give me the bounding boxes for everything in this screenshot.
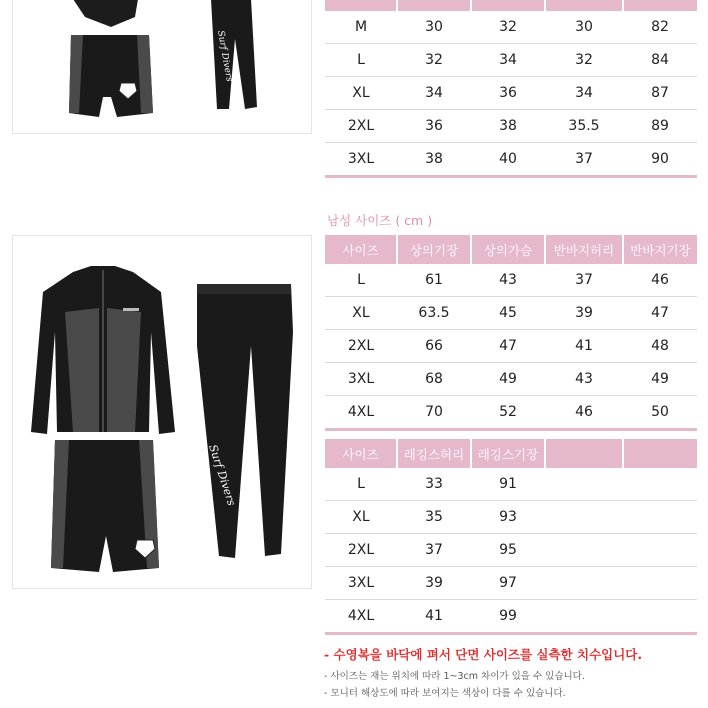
table-header-row xyxy=(325,0,697,11)
table-row: XL 35 93 xyxy=(325,501,697,534)
table-row: 2XL 66 47 41 48 xyxy=(325,330,697,363)
men-product-photo xyxy=(12,235,312,589)
table-row: 3XL 39 97 xyxy=(325,567,697,600)
table-row: 3XL 68 49 43 49 xyxy=(325,363,697,396)
table-row: 3XL 38 40 37 90 xyxy=(325,143,697,177)
women-legging-print: Surf Divers xyxy=(215,29,234,83)
color-note: - 모니터 해상도에 따라 보여지는 색상이 다를 수 있습니다. xyxy=(324,688,566,699)
men-size-title: 남성 사이즈 ( cm ) xyxy=(327,213,433,228)
table-header-row: 사이즈 래깅스허리 래깅스기장 xyxy=(325,439,697,468)
table-row: L 33 91 xyxy=(325,468,697,501)
women-size-table xyxy=(325,0,697,178)
table-row: XL 63.5 45 39 47 xyxy=(325,297,697,330)
size-notes xyxy=(324,645,708,702)
table-header-row: 사이즈 상의기장 상의가슴 반바지허리 반바지기장 xyxy=(325,235,697,264)
table-row: L 61 43 37 46 xyxy=(325,264,697,297)
measurement-note: - 수영복을 바닥에 펴서 단면 사이즈를 실측한 치수입니다. xyxy=(324,647,643,662)
table-row: XL 34 36 34 87 xyxy=(325,77,697,110)
table-row: L 32 34 32 84 xyxy=(325,44,697,77)
men-leggings-size-table xyxy=(325,439,697,635)
women-product-photo xyxy=(12,0,312,134)
men-top-size-table xyxy=(325,235,697,431)
table-row: 2XL 36 38 35.5 89 xyxy=(325,110,697,143)
table-row: 2XL 37 95 xyxy=(325,534,697,567)
table-row: 4XL 41 99 xyxy=(325,600,697,634)
tolerance-note: - 사이즈는 재는 위치에 따라 1~3cm 차이가 있을 수 있습니다. xyxy=(324,671,585,682)
table-row: 4XL 70 52 46 50 xyxy=(325,396,697,430)
table-row: M 30 32 30 82 xyxy=(325,11,697,44)
men-legging-print: Surf Divers xyxy=(206,442,239,508)
